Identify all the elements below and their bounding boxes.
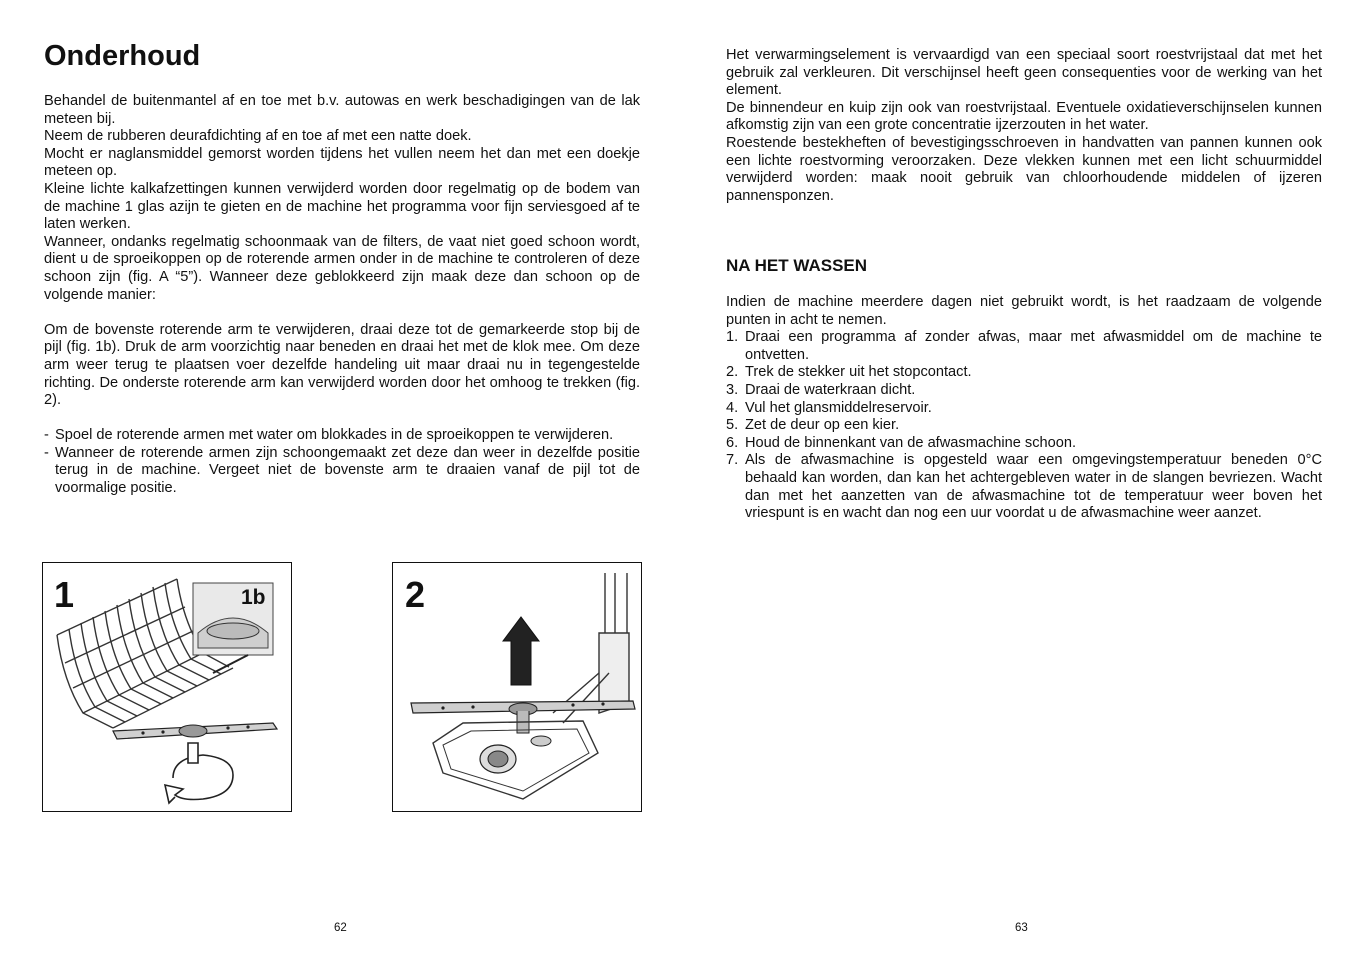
page-number: 63 bbox=[1015, 922, 1028, 934]
list-number: 2. bbox=[726, 364, 739, 381]
paragraph: Wanneer, ondanks regelmatig schoonmaak van de filters, de vaat niet goed schoon wordt, dient u de sproeikoppen op de roterende armen onder in de machine te controleren of deze schoon zijn (fig. A “5”). Wanneer deze geblokkeerd zijn maak deze dan schoon op de volgende manier: bbox=[44, 233, 640, 303]
list-item-text: Spoel de roterende armen met water om blokkades in de sproeikoppen te verwijderen. bbox=[55, 427, 614, 444]
list-item bbox=[726, 364, 1322, 382]
figure-sublabel: 1b bbox=[241, 586, 266, 609]
numbered-list bbox=[726, 329, 1322, 523]
section-heading: NA HET WASSEN bbox=[726, 256, 868, 275]
list-item-text: Draai een programma af zonder afwas, maar met afwasmiddel om de machine te ontvetten. bbox=[745, 329, 1322, 363]
paragraph: Neem de rubberen deurafdichting af en toe af met een natte doek. bbox=[44, 128, 472, 145]
page-number: 62 bbox=[334, 922, 347, 934]
list-item-text: Trek de stekker uit het stopcontact. bbox=[745, 364, 972, 381]
list-number: 4. bbox=[726, 399, 739, 416]
page-title: Onderhoud bbox=[44, 40, 201, 72]
list-item-text: Als de afwasmachine is opgesteld waar een omgevingstemperatuur beneden 0°C behaald kan worden, dan kan het achtergebleven water in de slangen bevriezen. Wacht dan met het aanzetten van de afwasmachine tot de temperatuur weer boven het vriespunt is en wacht dan nog een uur voordat u de afwasmachine weer aanzet. bbox=[745, 452, 1322, 522]
paragraph: Om de bovenste roterende arm te verwijderen, draai deze tot de gemarkeerde stop bij de pijl (fig. 1b). Druk de arm voorzichtig naar beneden en draai het met de klok mee. Om deze arm weer terug te plaatsen voer dezelfde handeling uit maar draai nu in tegengestelde richting. De onderste roterende arm kan verwijderd worden door het omhoog te trekken (fig. 2). bbox=[44, 321, 640, 409]
dash-bullet: - bbox=[44, 427, 49, 444]
list-number: 6. bbox=[726, 434, 739, 451]
dash-list bbox=[44, 427, 640, 497]
list-item bbox=[726, 382, 1322, 400]
list-number: 1. bbox=[726, 329, 739, 346]
list-item bbox=[726, 452, 1322, 522]
list-item-text: Zet de deur op een kier. bbox=[745, 417, 900, 434]
figure-1 bbox=[42, 562, 292, 812]
list-item-text: Wanneer de roterende armen zijn schoongemaakt zet deze dan weer in dezelfde positie terug in de machine. Vergeet niet de bovenste arm te draaien vanaf de pijl tot de voormalige positie. bbox=[55, 444, 640, 497]
list-item bbox=[726, 435, 1322, 453]
list-item bbox=[726, 400, 1322, 418]
paragraph: Behandel de buitenmantel af en toe met b.v. autowas en werk beschadigingen van de lak meteen bij. bbox=[44, 93, 640, 127]
dash-bullet: - bbox=[44, 444, 49, 461]
paragraph: Kleine lichte kalkafzettingen kunnen verwijderd worden door regelmatig op de bodem van de machine 1 glas azijn te gieten en de machine het programma voor fijn serviesgoed af te laten werken. bbox=[44, 180, 640, 233]
list-item bbox=[726, 329, 1322, 364]
list-number: 3. bbox=[726, 381, 739, 398]
list-number: 7. bbox=[726, 452, 739, 469]
list-item bbox=[726, 417, 1322, 435]
steel-care-text bbox=[726, 47, 1322, 205]
paragraph: Roestende bestekheften of bevestigingsschroeven in handvatten van pannen kunnen ook een lichte roestvorming veroorzaken. Deze vlekken kunnen met een licht schuurmiddel verwijderd worden: maak nooit gebruik van chloorhoudende middelen of ijzeren pannensponzen. bbox=[726, 134, 1322, 204]
paragraph: Het verwarmingselement is vervaardigd van een speciaal soort roestvrijstaal dat met het gebruik zal verkleuren. Dit verschijnsel heeft geen consequenties voor de werking van het element. bbox=[726, 47, 1322, 99]
paragraph: De binnendeur en kuip zijn ook van roestvrijstaal. Eventuele oxidatieverschijnselen kunnen afkomstig zijn van een grote concentratie ijzerzouten in het water. bbox=[726, 99, 1322, 134]
paragraph: Mocht er naglansmiddel gemorst worden tijdens het vullen neem het dan met een doekje meteen op. bbox=[44, 145, 640, 180]
list-item-text: Vul het glansmiddelreservoir. bbox=[745, 399, 932, 416]
list-item bbox=[44, 427, 640, 445]
list-item-text: Houd de binnenkant van de afwasmachine schoon. bbox=[745, 434, 1077, 451]
list-number: 5. bbox=[726, 417, 739, 434]
list-item bbox=[44, 445, 640, 498]
figure-2 bbox=[392, 562, 642, 812]
after-wash-text bbox=[726, 294, 1322, 523]
intro-paragraph: Indien de machine meerdere dagen niet gebruikt wordt, is het raadzaam de volgende punten in acht te nemen. bbox=[726, 294, 1322, 328]
lower-spray-arm-removal-illustration bbox=[393, 563, 642, 812]
maintenance-text bbox=[44, 93, 640, 498]
list-item-text: Draai de waterkraan dicht. bbox=[745, 381, 916, 398]
figure-number: 2 bbox=[405, 574, 426, 615]
figure-number: 1 bbox=[54, 574, 75, 615]
